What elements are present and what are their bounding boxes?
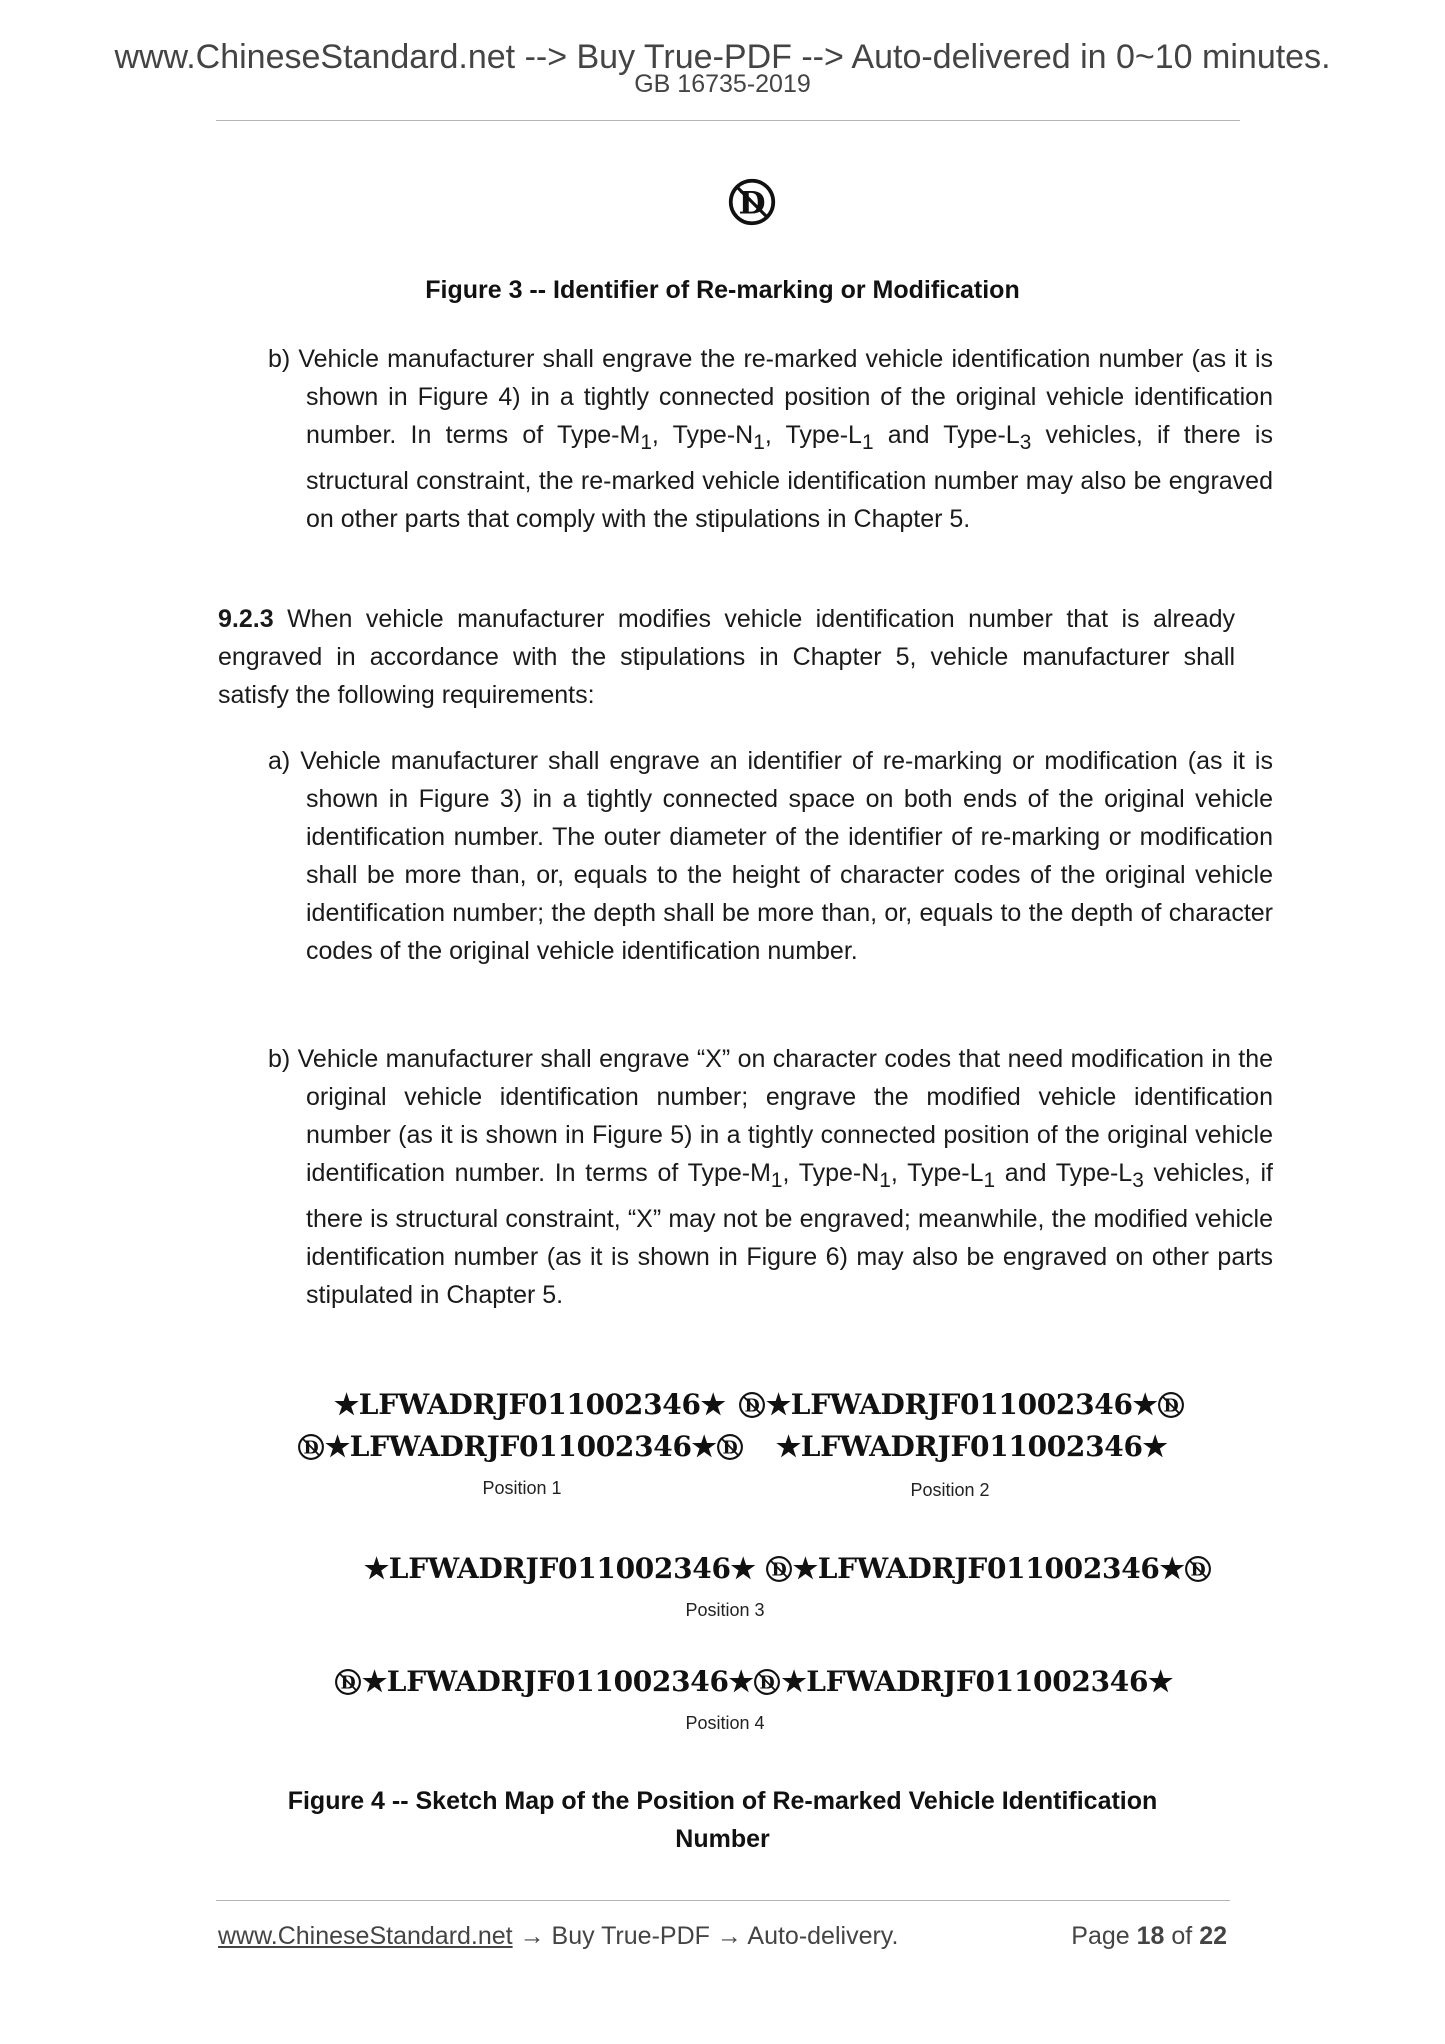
section-923-number: 9.2.3 — [218, 605, 274, 633]
position4-label: Position 4 — [685, 1713, 765, 1733]
position3-label: Position 3 — [685, 1600, 765, 1620]
page-of: of — [1164, 1922, 1200, 1950]
header-banner: www.ChineseStandard.net --> Buy True-PDF --> Auto-delivered in 0~10 minutes. — [114, 38, 1331, 76]
page-total: 22 — [1199, 1922, 1227, 1950]
section-923-intro — [218, 600, 1235, 714]
vin-text: ★LFWADRJF011002346★ — [362, 1665, 754, 1698]
position1-vin-line2 — [297, 1430, 744, 1463]
header-divider — [216, 120, 1240, 121]
page-current: 18 — [1136, 1922, 1165, 1950]
vin-text: ★LFWADRJF011002346★ — [364, 1552, 756, 1585]
figure-4-caption — [0, 1782, 1445, 1858]
position2-vin-line2 — [776, 1430, 1167, 1463]
position1-label: Position 1 — [482, 1478, 562, 1498]
vin-text: ★LFWADRJF011002346★ — [776, 1430, 1168, 1463]
section-923-item-b: b) Vehicle manufacturer shall engrave “X” on character codes that need modification in the original vehicle identification number; engrave the modified vehicle identification number (as it is shown in Figure 5) in a tightly connected position of the original vehicle identification number. In terms of Type-$M_1$, Type-$N_1$, Type-$L_1$ and Type-$L_3$ vehicles, if there is structural constraint, “X” may not be engraved; meanwhile, the modified vehicle identification number (as it is shown in Figure 6) may also be engraved on other parts stipulated in Chapter 5. — [268, 1045, 1273, 1309]
vin-text: ★LFWADRJF011002346★ — [781, 1665, 1173, 1698]
standard-number: GB 16735-2019 — [634, 70, 811, 98]
footer-divider — [216, 1900, 1230, 1901]
page-indicator — [1071, 1922, 1227, 1951]
remark-identifier-icon — [738, 1391, 766, 1419]
remark-identifier-icon — [1184, 1555, 1212, 1583]
vin-text: ★LFWADRJF011002346★ — [792, 1552, 1185, 1585]
figure-3-caption: Figure 3 -- Identifier of Re-marking or Modification — [425, 276, 1020, 304]
position3-vin-line — [364, 1552, 1212, 1585]
remark-identifier-icon — [727, 177, 777, 227]
vin-text: ★LFWADRJF011002346★ — [334, 1388, 726, 1421]
position4-vin-line — [334, 1665, 1173, 1698]
position2-vin-line1 — [738, 1388, 1185, 1421]
remark-identifier-icon — [297, 1433, 325, 1461]
figure-4-caption-line2: Number — [675, 1825, 770, 1853]
section-923-intro-text: When vehicle manufacturer modifies vehicle identification number that is already engraved in accordance with the stipulations in Chapter 5, vehicle manufacturer shall satisfy the following requirements: — [218, 605, 1235, 709]
footer-text — [218, 1922, 898, 1951]
footer-site-link[interactable]: www.ChineseStandard.net — [218, 1922, 513, 1950]
position2-label: Position 2 — [910, 1480, 990, 1500]
remark-identifier-icon — [1157, 1391, 1185, 1419]
vin-text: ★LFWADRJF011002346★ — [325, 1430, 717, 1463]
position1-vin-line1 — [334, 1388, 725, 1421]
remark-identifier-icon — [765, 1555, 793, 1583]
page-word: Page — [1071, 1922, 1137, 1950]
remark-identifier-icon — [334, 1668, 362, 1696]
vin-text: ★LFWADRJF011002346★ — [766, 1388, 1158, 1421]
section-923-item-a: a) Vehicle manufacturer shall engrave an identifier of re-marking or modification (as it is shown in Figure 3) in a tightly connected space on both ends of the original vehicle identification number. The outer diameter of the identifier of re-marking or modification shall be more than, or, equals to the height of character codes of the original vehicle identification number; the depth shall be more than, or, equals to the depth of character codes of the original vehicle identification number. — [268, 747, 1273, 965]
footer-tail: → Buy True-PDF → Auto-delivery. — [512, 1922, 899, 1950]
remark-identifier-icon — [716, 1433, 744, 1461]
figure-4-caption-line1: Figure 4 -- Sketch Map of the Position of Re-marked Vehicle Identification — [287, 1787, 1158, 1815]
section-922-item-b: b) Vehicle manufacturer shall engrave the re-marked vehicle identification number (as it is shown in Figure 4) in a tightly connected position of the original vehicle identification number. In terms of Type-$M_1$, Type-$N_1$, Type-$L_1$ and Type-$L_3$ vehicles, if there is structural constraint, the re-marked vehicle identification number may also be engraved on other parts that comply with the stipulations in Chapter 5. — [268, 345, 1273, 533]
remark-identifier-icon — [753, 1668, 781, 1696]
